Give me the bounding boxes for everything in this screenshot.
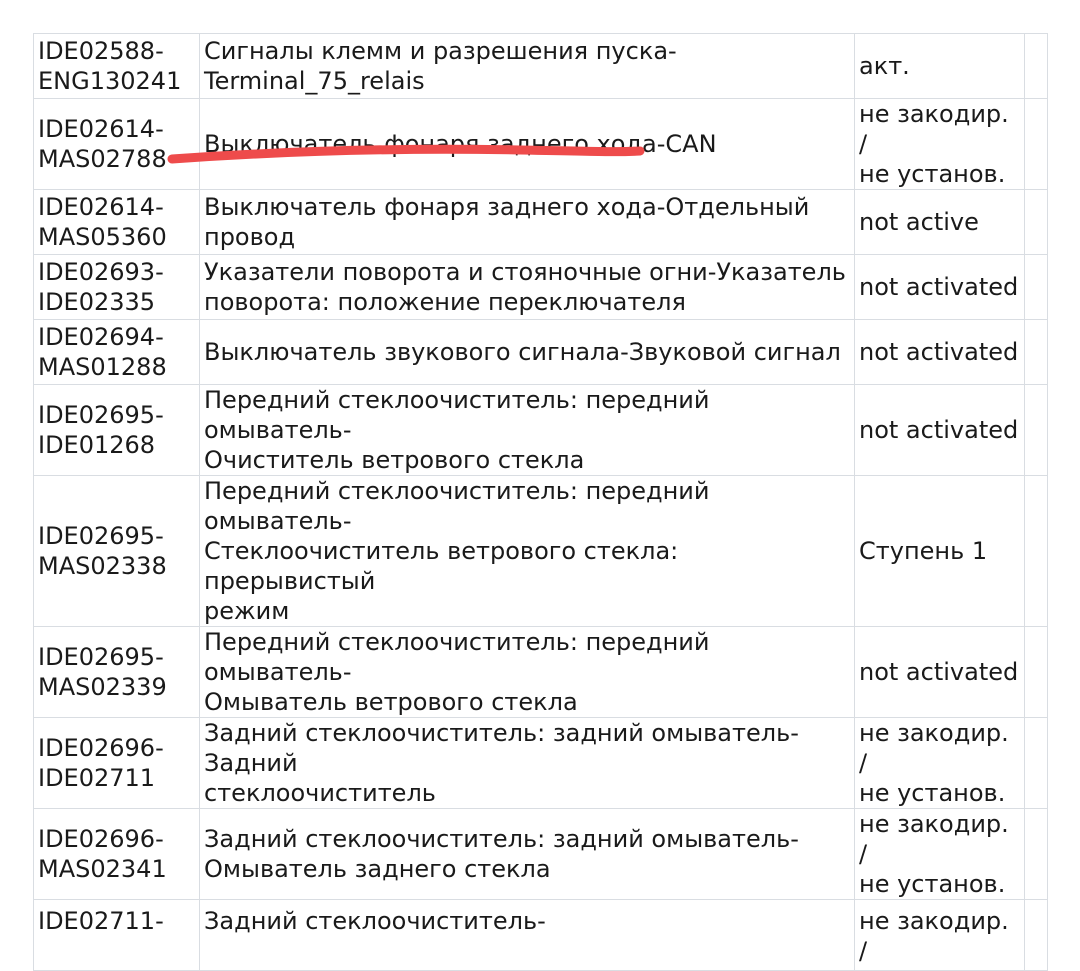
parameter-cell — [200, 320, 855, 385]
parameter-cell-line: режим — [204, 597, 290, 625]
value-cell-line: not activated — [859, 273, 1019, 301]
table-row — [34, 99, 1048, 190]
identifier-cell-line: IDE01268 — [38, 431, 156, 459]
identifier-cell — [34, 476, 200, 627]
parameter-cell-line: Выключатель звукового сигнала-Звуковой сигнал — [204, 338, 841, 366]
identifier-cell-line: MAS02339 — [38, 673, 167, 701]
empty-cell — [1025, 255, 1048, 320]
parameter-cell-line: Выключатель фонаря заднего хода-CAN — [204, 130, 717, 158]
identifier-cell — [34, 190, 200, 255]
parameter-cell-line: провод — [204, 223, 296, 251]
parameter-cell — [200, 809, 855, 900]
identifier-cell-line: MAS02338 — [38, 552, 167, 580]
empty-cell — [1025, 900, 1048, 971]
parameter-cell — [200, 385, 855, 476]
value-cell-line: not active — [859, 208, 979, 236]
table-row — [34, 385, 1048, 476]
parameter-cell — [200, 718, 855, 809]
identifier-cell-line: IDE02696- — [38, 825, 164, 853]
empty-cell — [1025, 190, 1048, 255]
identifier-cell-line: IDE02696- — [38, 734, 164, 762]
value-cell-line: not activated — [859, 658, 1019, 686]
parameter-cell-line: Очиститель ветрового стекла — [204, 446, 585, 474]
table-row — [34, 255, 1048, 320]
parameter-cell-line: Задний стеклоочиститель- — [204, 907, 546, 935]
parameter-cell-line: Задний стеклоочиститель: задний омыватель- — [204, 825, 799, 853]
identifier-cell — [34, 320, 200, 385]
identifier-cell — [34, 718, 200, 809]
value-cell-line: акт. — [859, 52, 910, 80]
identifier-cell-line: IDE02614- — [38, 193, 164, 221]
parameter-cell-line: Омыватель ветрового стекла — [204, 688, 578, 716]
identifier-cell — [34, 385, 200, 476]
empty-cell — [1025, 99, 1048, 190]
value-cell — [855, 385, 1025, 476]
identifier-cell-line: MAS02341 — [38, 855, 167, 883]
table-row — [34, 900, 1048, 971]
parameter-cell — [200, 476, 855, 627]
identifier-cell-line: IDE02588- — [38, 37, 164, 65]
parameter-cell-line: Передний стеклоочиститель: передний омыватель- — [204, 477, 710, 535]
value-cell — [855, 476, 1025, 627]
table-row — [34, 476, 1048, 627]
value-cell-line: не закодир. / — [859, 907, 1009, 965]
identifier-cell — [34, 809, 200, 900]
identifier-cell — [34, 627, 200, 718]
parameter-cell-line: поворота: положение переключателя — [204, 288, 686, 316]
parameter-cell-line: стеклоочиститель — [204, 779, 436, 807]
parameter-cell — [200, 900, 855, 971]
parameter-cell — [200, 99, 855, 190]
parameter-cell-line: Задний стеклоочиститель: задний омыватель-Задний — [204, 719, 799, 777]
parameter-cell-line: Сигналы клемм и разрешения пуска-Terminal_75_relais — [204, 37, 677, 95]
value-cell-line: не закодир. / — [859, 810, 1009, 868]
diagnostic-values-table — [33, 33, 1048, 971]
value-cell-line: не установ. — [859, 870, 1006, 898]
empty-cell — [1025, 34, 1048, 99]
empty-cell — [1025, 385, 1048, 476]
value-cell — [855, 34, 1025, 99]
value-cell-line: не закодир. / — [859, 719, 1009, 777]
table-row — [34, 34, 1048, 99]
identifier-cell-line: IDE02614- — [38, 115, 164, 143]
value-cell-line: не установ. — [859, 779, 1006, 807]
identifier-cell-line: IDE02694- — [38, 323, 164, 351]
identifier-cell-line: MAS01288 — [38, 353, 167, 381]
identifier-cell-line: IDE02711 — [38, 764, 156, 792]
table-row — [34, 718, 1048, 809]
table-row — [34, 190, 1048, 255]
parameter-cell — [200, 34, 855, 99]
value-cell-line: not activated — [859, 416, 1019, 444]
value-cell — [855, 255, 1025, 320]
value-cell-line: not activated — [859, 338, 1019, 366]
parameter-cell-line: Передний стеклоочиститель: передний омыватель- — [204, 628, 710, 686]
identifier-cell-line: ENG130241 — [38, 67, 182, 95]
value-cell — [855, 99, 1025, 190]
table-row — [34, 320, 1048, 385]
value-cell — [855, 320, 1025, 385]
empty-cell — [1025, 718, 1048, 809]
identifier-cell — [34, 34, 200, 99]
table-row — [34, 627, 1048, 718]
empty-cell — [1025, 476, 1048, 627]
identifier-cell-line: IDE02695- — [38, 643, 164, 671]
parameter-cell-line: Указатели поворота и стояночные огни-Указатель — [204, 258, 846, 286]
empty-cell — [1025, 320, 1048, 385]
value-cell-line: не закодир. / — [859, 100, 1009, 158]
identifier-cell — [34, 255, 200, 320]
identifier-cell-line: MAS05360 — [38, 223, 167, 251]
identifier-cell-line: IDE02693- — [38, 258, 164, 286]
parameter-cell-line: Стеклоочиститель ветрового стекла: прерывистый — [204, 537, 679, 595]
identifier-cell — [34, 900, 200, 971]
identifier-cell-line: IDE02711- — [38, 907, 164, 935]
parameter-cell-line: Омыватель заднего стекла — [204, 855, 551, 883]
parameter-cell-line: Выключатель фонаря заднего хода-Отдельный — [204, 193, 810, 221]
empty-cell — [1025, 809, 1048, 900]
value-cell — [855, 900, 1025, 971]
identifier-cell-line: IDE02695- — [38, 401, 164, 429]
parameter-cell — [200, 627, 855, 718]
parameter-cell — [200, 255, 855, 320]
identifier-cell — [34, 99, 200, 190]
value-cell-line: Ступень 1 — [859, 537, 988, 565]
table-row — [34, 809, 1048, 900]
identifier-cell-line: MAS02788 — [38, 145, 167, 173]
parameter-cell — [200, 190, 855, 255]
identifier-cell-line: IDE02335 — [38, 288, 156, 316]
value-cell — [855, 809, 1025, 900]
value-cell — [855, 718, 1025, 809]
identifier-cell-line: IDE02695- — [38, 522, 164, 550]
value-cell — [855, 190, 1025, 255]
value-cell — [855, 627, 1025, 718]
empty-cell — [1025, 627, 1048, 718]
value-cell-line: не установ. — [859, 160, 1006, 188]
parameter-cell-line: Передний стеклоочиститель: передний омыватель- — [204, 386, 710, 444]
